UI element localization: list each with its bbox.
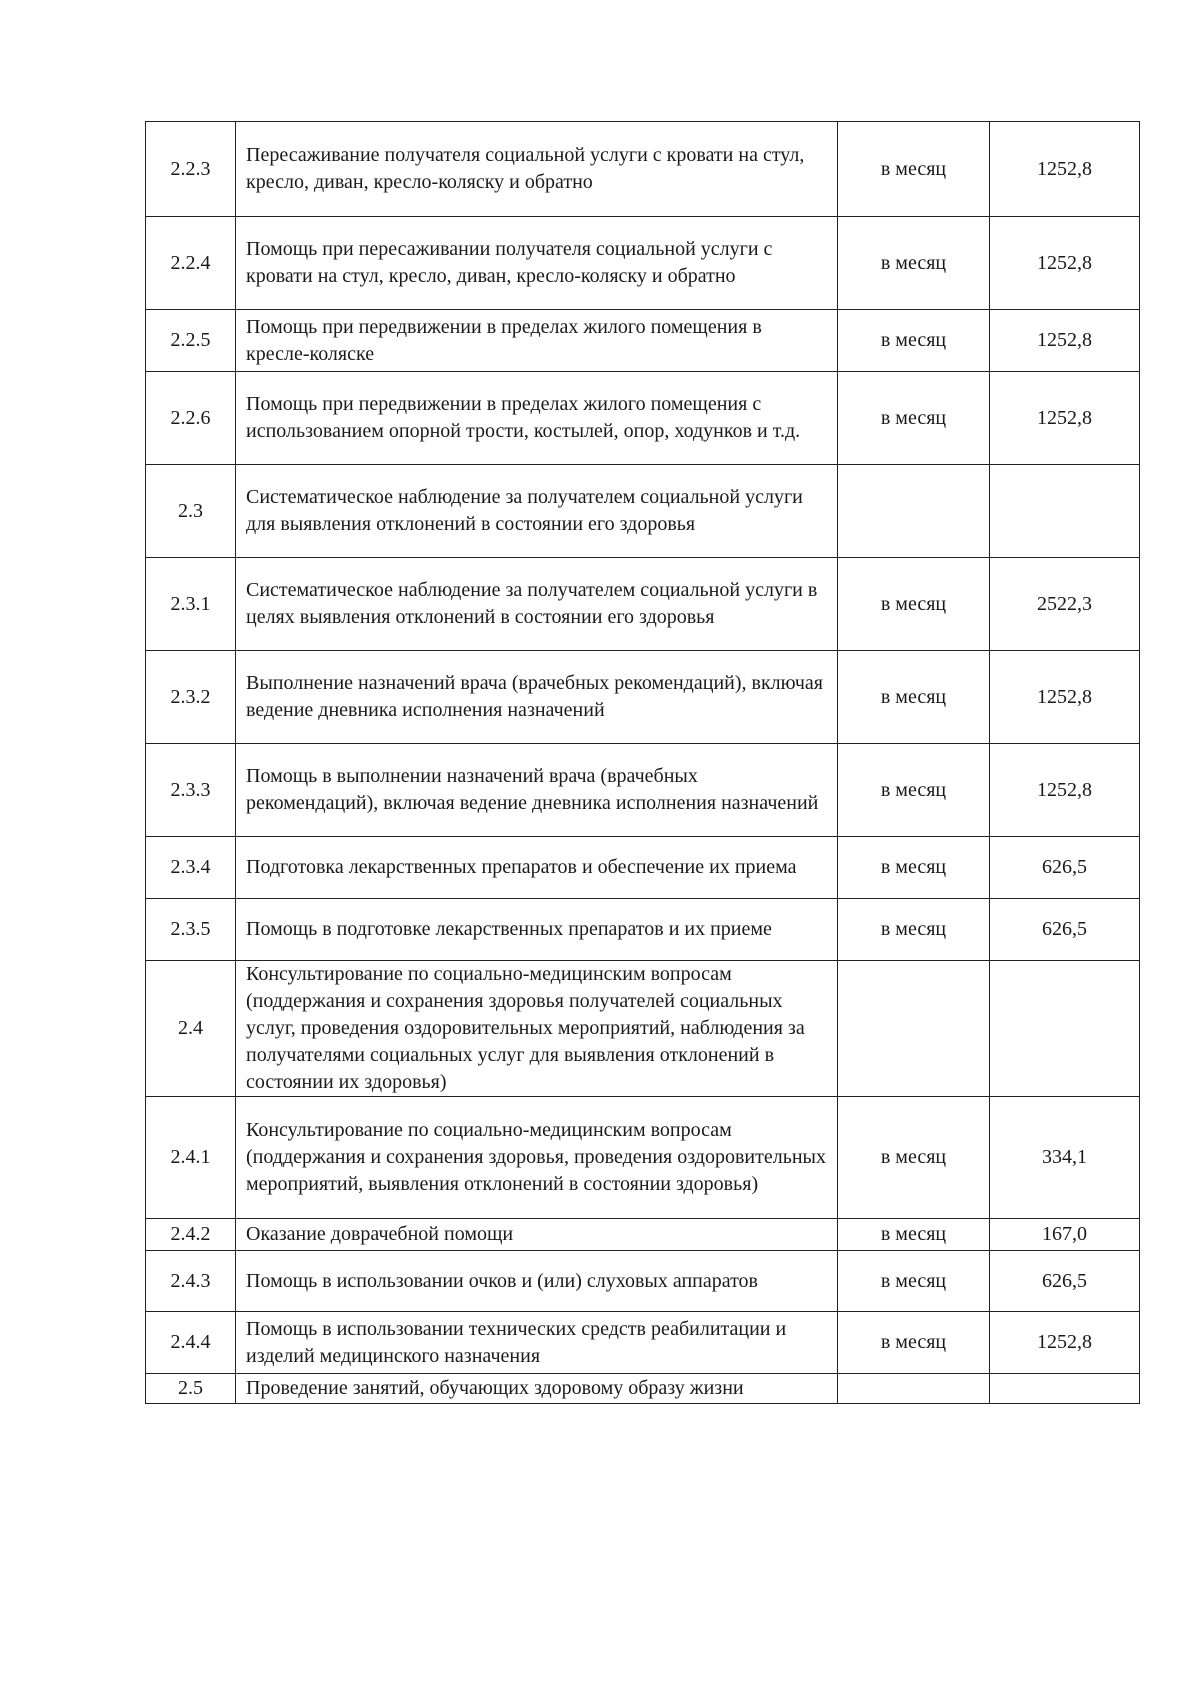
- row-number: 2.3.5: [146, 899, 236, 961]
- unit-cell: в месяц: [838, 651, 990, 744]
- price-cell: 626,5: [990, 899, 1140, 961]
- table-row: [146, 744, 1140, 837]
- price-cell: 334,1: [990, 1097, 1140, 1219]
- service-description: Консультирование по социально-медицинским вопросам (поддержания и сохранения здоровья, проведения оздоровительных мероприятий, выявления отклонений в состоянии здоровья): [236, 1097, 838, 1219]
- service-description: Оказание доврачебной помощи: [236, 1219, 838, 1251]
- row-number: 2.5: [146, 1374, 236, 1404]
- table-row: [146, 1219, 1140, 1251]
- row-number: 2.3.3: [146, 744, 236, 837]
- price-cell: 1252,8: [990, 651, 1140, 744]
- table-row: [146, 899, 1140, 961]
- unit-cell: [838, 465, 990, 558]
- table-row: [146, 1312, 1140, 1374]
- unit-cell: в месяц: [838, 899, 990, 961]
- price-cell: 1252,8: [990, 372, 1140, 465]
- unit-cell: в месяц: [838, 558, 990, 651]
- row-number: 2.2.6: [146, 372, 236, 465]
- service-description: Помощь при передвижении в пределах жилого помещения с использованием опорной трости, костылей, опор, ходунков и т.д.: [236, 372, 838, 465]
- table-row: [146, 837, 1140, 899]
- service-description: Помощь в выполнении назначений врача (врачебных рекомендаций), включая ведение дневника исполнения назначений: [236, 744, 838, 837]
- service-description: Помощь в подготовке лекарственных препаратов и их приеме: [236, 899, 838, 961]
- service-description: Пересаживание получателя социальной услуги с кровати на стул, кресло, диван, кресло-коляску и обратно: [236, 122, 838, 217]
- unit-cell: в месяц: [838, 744, 990, 837]
- table-row: [146, 558, 1140, 651]
- unit-cell: в месяц: [838, 217, 990, 310]
- table-row: [146, 122, 1140, 217]
- row-number: 2.4.3: [146, 1251, 236, 1312]
- row-number: 2.3.4: [146, 837, 236, 899]
- unit-cell: в месяц: [838, 1251, 990, 1312]
- service-description: Подготовка лекарственных препаратов и обеспечение их приема: [236, 837, 838, 899]
- table-row: [146, 1374, 1140, 1404]
- table-row: [146, 310, 1140, 372]
- unit-cell: [838, 961, 990, 1097]
- services-table: [145, 121, 1140, 1404]
- row-number: 2.3.1: [146, 558, 236, 651]
- service-description: Помощь в использовании технических средств реабилитации и изделий медицинского назначения: [236, 1312, 838, 1374]
- service-description: Помощь в использовании очков и (или) слуховых аппаратов: [236, 1251, 838, 1312]
- price-cell: 1252,8: [990, 1312, 1140, 1374]
- unit-cell: [838, 1374, 990, 1404]
- price-cell: [990, 961, 1140, 1097]
- price-cell: 1252,8: [990, 744, 1140, 837]
- table-row: [146, 651, 1140, 744]
- table-row: [146, 1097, 1140, 1219]
- row-number: 2.2.5: [146, 310, 236, 372]
- price-cell: 1252,8: [990, 310, 1140, 372]
- row-number: 2.4.4: [146, 1312, 236, 1374]
- price-cell: 626,5: [990, 1251, 1140, 1312]
- row-number: 2.4.1: [146, 1097, 236, 1219]
- unit-cell: в месяц: [838, 837, 990, 899]
- service-description: Систематическое наблюдение за получателем социальной услуги для выявления отклонений в состоянии его здоровья: [236, 465, 838, 558]
- row-number: 2.3.2: [146, 651, 236, 744]
- service-description: Помощь при передвижении в пределах жилого помещения в кресле-коляске: [236, 310, 838, 372]
- service-description: Выполнение назначений врача (врачебных рекомендаций), включая ведение дневника исполнения назначений: [236, 651, 838, 744]
- unit-cell: в месяц: [838, 1219, 990, 1251]
- price-cell: [990, 1374, 1140, 1404]
- unit-cell: в месяц: [838, 1097, 990, 1219]
- service-description: Систематическое наблюдение за получателем социальной услуги в целях выявления отклонений в состоянии его здоровья: [236, 558, 838, 651]
- table-row: [146, 217, 1140, 310]
- row-number: 2.2.4: [146, 217, 236, 310]
- price-cell: 1252,8: [990, 217, 1140, 310]
- row-number: 2.4.2: [146, 1219, 236, 1251]
- unit-cell: в месяц: [838, 122, 990, 217]
- price-cell: 1252,8: [990, 122, 1140, 217]
- unit-cell: в месяц: [838, 372, 990, 465]
- service-description: Помощь при пересаживании получателя социальной услуги с кровати на стул, кресло, диван, кресло-коляску и обратно: [236, 217, 838, 310]
- price-cell: 626,5: [990, 837, 1140, 899]
- unit-cell: в месяц: [838, 1312, 990, 1374]
- table-row: [146, 1251, 1140, 1312]
- table-row: [146, 465, 1140, 558]
- row-number: 2.3: [146, 465, 236, 558]
- service-description: Проведение занятий, обучающих здоровому образу жизни: [236, 1374, 838, 1404]
- service-description: Консультирование по социально-медицинским вопросам (поддержания и сохранения здоровья получателей социальных услуг, проведения оздоровительных мероприятий, наблюдения за получателями социальных услуг для выявления отклонений в состоянии их здоровья): [236, 961, 838, 1097]
- price-cell: [990, 465, 1140, 558]
- price-cell: 167,0: [990, 1219, 1140, 1251]
- table-row: [146, 372, 1140, 465]
- row-number: 2.4: [146, 961, 236, 1097]
- price-cell: 2522,3: [990, 558, 1140, 651]
- row-number: 2.2.3: [146, 122, 236, 217]
- unit-cell: в месяц: [838, 310, 990, 372]
- table-row: [146, 961, 1140, 1097]
